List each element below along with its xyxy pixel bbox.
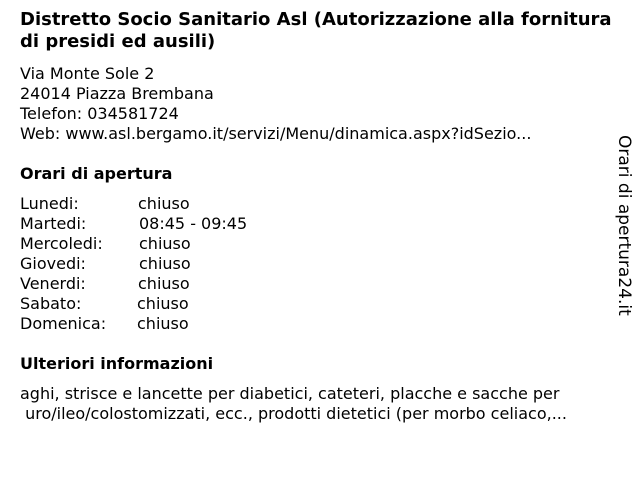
day-label: Mercoledi: bbox=[20, 234, 103, 253]
address-block bbox=[20, 64, 531, 144]
day-label: Sabato: bbox=[20, 294, 82, 313]
day-hours: chiuso bbox=[137, 294, 189, 313]
more-info-text bbox=[20, 384, 625, 424]
opening-hours-heading: Orari di apertura bbox=[20, 164, 173, 183]
more-info-line: aghi, strisce e lancette per diabetici, cateteri, placche e sacche per bbox=[20, 384, 560, 403]
day-hours: chiuso bbox=[137, 314, 189, 333]
day-hours: chiuso bbox=[139, 254, 191, 273]
day-label: Domenica: bbox=[20, 314, 107, 333]
more-info-line: uro/ileo/colostomizzati, ecc., prodotti dietetici (per morbo celiaco,... bbox=[20, 404, 567, 423]
day-label: Giovedi: bbox=[20, 254, 86, 273]
page-title: Distretto Socio Sanitario Asl (Autorizzazione alla fornitura di presidi ed ausili) bbox=[20, 9, 612, 52]
more-info-heading: Ulteriori informazioni bbox=[20, 354, 214, 373]
street-address: Via Monte Sole 2 bbox=[20, 64, 155, 83]
day-hours: chiuso bbox=[138, 274, 190, 293]
phone-number: Telefon: 034581724 bbox=[20, 104, 179, 123]
day-label: Venerdi: bbox=[20, 274, 86, 293]
city-address: 24014 Piazza Brembana bbox=[20, 84, 214, 103]
website-link: Web: www.asl.bergamo.it/servizi/Menu/dinamica.aspx?idSezio... bbox=[20, 124, 532, 143]
day-hours: 08:45 - 09:45 bbox=[139, 214, 248, 233]
day-hours: chiuso bbox=[138, 194, 190, 213]
day-hours: chiuso bbox=[139, 234, 191, 253]
day-label: Martedi: bbox=[20, 214, 87, 233]
day-label: Lunedi: bbox=[20, 194, 79, 213]
site-watermark: Orari di apertura24.it bbox=[614, 135, 634, 316]
